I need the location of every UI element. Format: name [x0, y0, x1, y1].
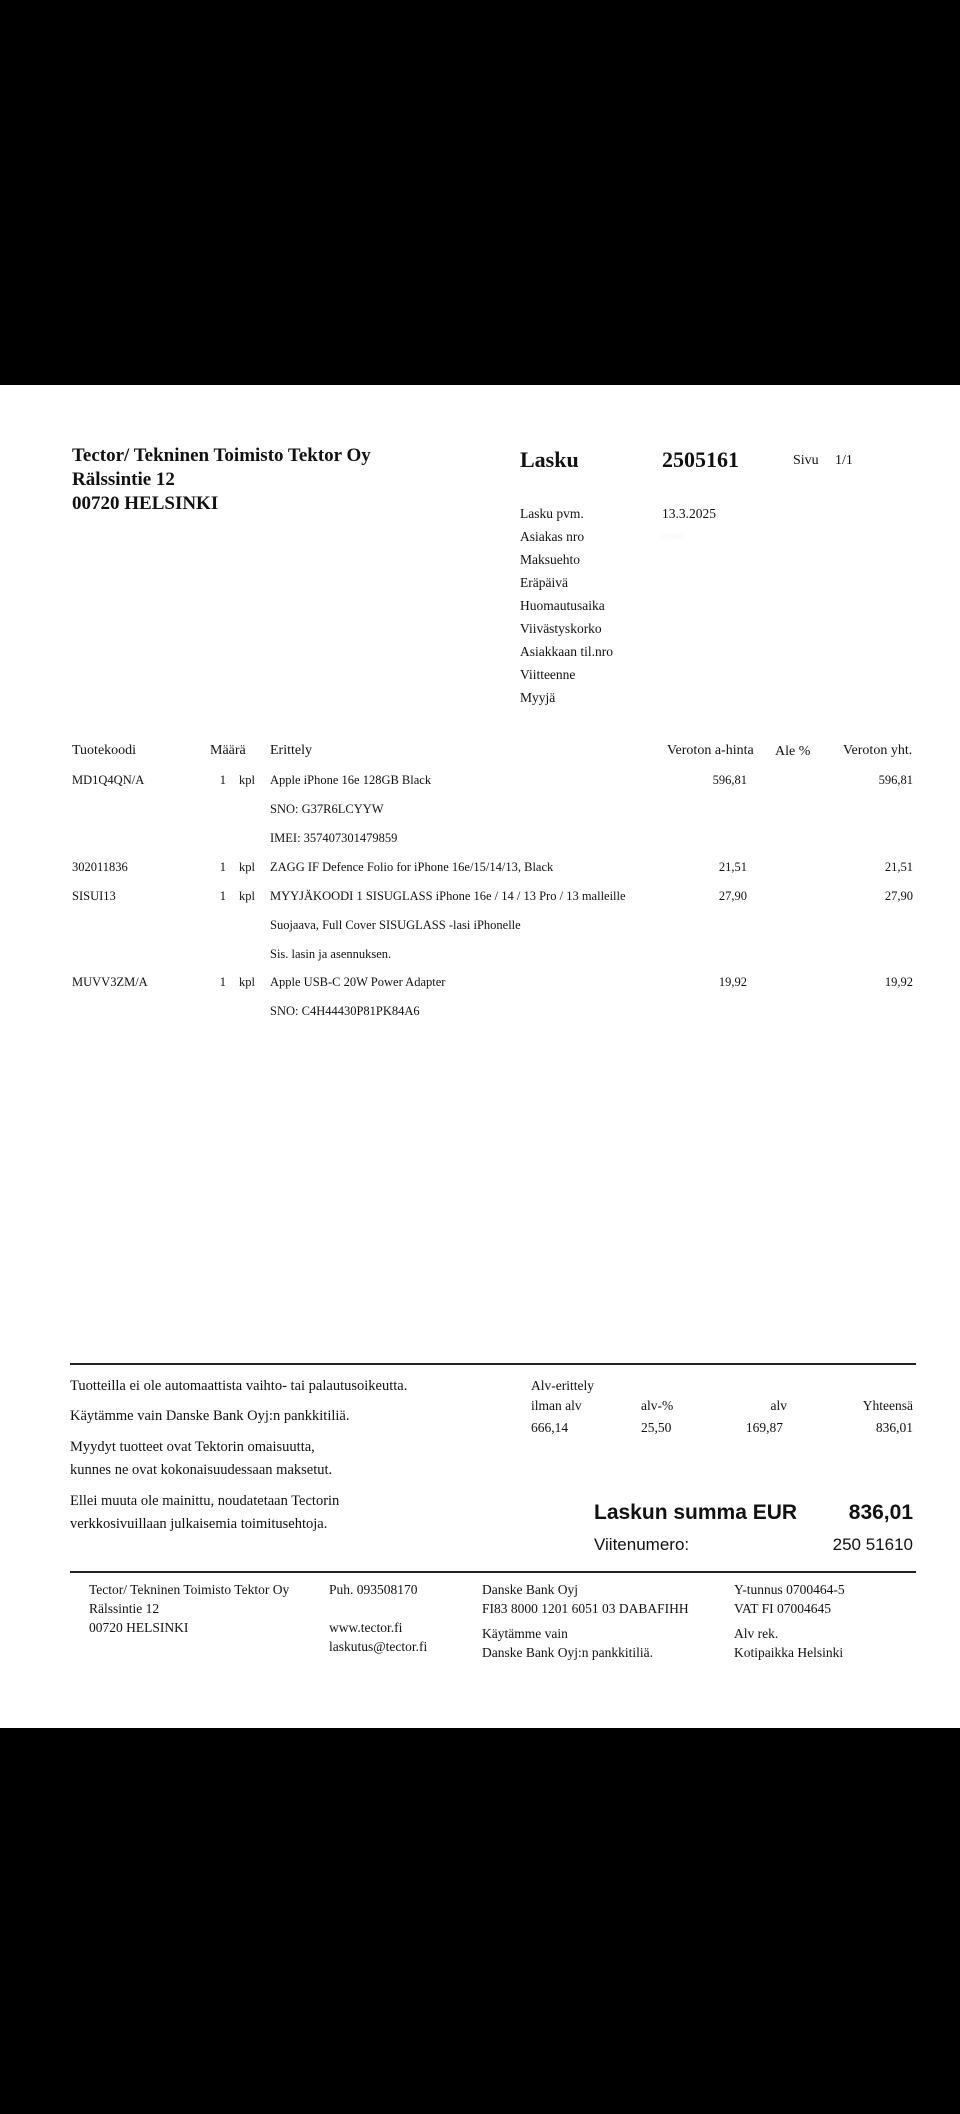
item-unit: kpl	[239, 975, 255, 989]
seller-city: 00720 HELSINKI	[72, 493, 219, 514]
footer-registration	[734, 1580, 845, 1662]
col-header-code: Tuotekoodi	[72, 743, 137, 758]
footer-website[interactable]: www.tector.fi	[329, 1620, 403, 1635]
item-description: Sis. lasin ja asennuksen.	[270, 947, 392, 961]
col-header-unit-price: Veroton a-hinta	[667, 743, 754, 758]
footer-company-street: Rälssintie 12	[89, 1601, 160, 1616]
note-ownership-2: kunnes ne ovat kokonaisuudessaan maksetut.	[70, 1462, 333, 1478]
footer-spacer	[329, 1599, 427, 1618]
item-description: IMEI: 357407301479859	[270, 831, 398, 845]
vat-header-rate: alv-%	[641, 1398, 674, 1413]
note-terms-2: verkkosivuillaan julkaisemia toimitusehtoja.	[70, 1516, 328, 1532]
item-qty: 1	[219, 889, 226, 903]
invoice-paper	[0, 385, 960, 1728]
note-terms-1: Ellei muuta ole mainittu, noudatetaan Tectorin	[70, 1493, 340, 1509]
note-ownership-1: Myydyt tuotteet ovat Tektorin omaisuutta,	[70, 1439, 315, 1455]
item-unit-price: 596,81	[712, 773, 747, 787]
footer-bank-note-1: Käytämme vain	[482, 1626, 568, 1641]
detail-label: Asiakkaan til.nro	[520, 644, 613, 659]
vat-header-base: ilman alv	[531, 1398, 582, 1413]
footer-company-name: Tector/ Tekninen Toimisto Tektor Oy	[89, 1582, 290, 1597]
item-description: Apple USB-C 20W Power Adapter	[270, 975, 446, 989]
footer-iban: FI83 8000 1201 6051 03 DABAFIHH	[482, 1601, 689, 1616]
footer-business-id: Y-tunnus 0700464-5	[734, 1582, 845, 1597]
page-value: 1/1	[835, 453, 853, 468]
page-label: Sivu	[793, 453, 819, 468]
detail-label: Eräpäivä	[520, 575, 568, 590]
item-qty: 1	[219, 773, 226, 787]
vat-rate-value: 25,50	[641, 1420, 672, 1435]
sum-label: Laskun summa EUR	[594, 1501, 798, 1524]
item-total: 19,92	[884, 975, 913, 989]
vat-header-total: Yhteensä	[862, 1398, 913, 1413]
detail-value: ~~~	[662, 529, 684, 544]
footer-bank-name: Danske Bank Oyj	[482, 1582, 578, 1597]
item-total: 27,90	[884, 889, 913, 903]
footer-contact	[329, 1580, 427, 1656]
item-unit-price: 21,51	[718, 860, 747, 874]
item-description: Apple iPhone 16e 128GB Black	[270, 773, 432, 787]
item-code: MUVV3ZM/A	[72, 975, 148, 989]
footer-email[interactable]: laskutus@tector.fi	[329, 1639, 428, 1654]
seller-street: Rälssintie 12	[72, 469, 175, 490]
item-qty: 1	[219, 975, 226, 989]
detail-label: Viitteenne	[520, 667, 576, 682]
item-total: 21,51	[884, 860, 913, 874]
reference-label: Viitenumero:	[594, 1535, 690, 1554]
detail-label: Huomautusaika	[520, 598, 605, 613]
footer-company-city: 00720 HELSINKI	[89, 1620, 189, 1635]
item-code: SISUI13	[72, 889, 116, 903]
sum-value: 836,01	[848, 1501, 913, 1524]
invoice-number: 2505161	[662, 447, 739, 472]
item-total: 596,81	[878, 773, 913, 787]
detail-label: Myyjä	[520, 690, 556, 705]
footer-divider	[70, 1571, 916, 1573]
vat-header-vat: alv	[770, 1398, 787, 1413]
item-unit-price: 27,90	[718, 889, 747, 903]
item-unit: kpl	[239, 860, 255, 874]
footer-company	[89, 1580, 289, 1637]
footer-vat-id: VAT FI 07004645	[734, 1601, 832, 1616]
item-description: MYYJÄKOODI 1 SISUGLASS iPhone 16e / 14 / 13 Pro / 13 malleille	[270, 889, 626, 903]
detail-label: Lasku pvm.	[520, 506, 584, 521]
reference-number: 250 51610	[832, 1535, 913, 1554]
detail-label: Viivästyskorko	[520, 621, 602, 636]
item-description: ZAGG IF Defence Folio for iPhone 16e/15/14/13, Black	[270, 860, 554, 874]
item-code: 302011836	[72, 860, 128, 874]
summary-divider	[70, 1363, 916, 1365]
footer-phone: Puh. 093508170	[329, 1582, 418, 1597]
footer-bank-note-2: Danske Bank Oyj:n pankkitiliä.	[482, 1645, 653, 1660]
detail-value: 13.3.2025	[662, 506, 716, 521]
col-header-desc: Erittely	[270, 743, 312, 758]
item-description: SNO: G37R6LCYYW	[270, 802, 384, 816]
footer-bank	[482, 1580, 689, 1662]
footer-vat-registered: Alv rek.	[734, 1626, 779, 1641]
seller-name: Tector/ Tekninen Toimisto Tektor Oy	[72, 445, 371, 466]
detail-label: Asiakas nro	[520, 529, 585, 544]
footer-domicile: Kotipaikka Helsinki	[734, 1645, 844, 1660]
note-bank: Käytämme vain Danske Bank Oyj:n pankkitiliä.	[70, 1408, 350, 1424]
col-header-discount: Ale %	[775, 744, 811, 759]
item-unit-price: 19,92	[718, 975, 747, 989]
item-description: Suojaava, Full Cover SISUGLASS -lasi iPhonelle	[270, 918, 521, 932]
col-header-qty: Määrä	[210, 743, 246, 758]
item-qty: 1	[219, 860, 226, 874]
note-no-return: Tuotteilla ei ole automaattista vaihto- tai palautusoikeutta.	[70, 1378, 408, 1394]
vat-amount-value: 169,87	[745, 1420, 783, 1435]
detail-label: Maksuehto	[520, 552, 580, 567]
vat-title: Alv-erittely	[531, 1378, 594, 1393]
invoice-title: Lasku	[520, 447, 579, 472]
col-header-total: Veroton yht.	[843, 743, 913, 758]
item-unit: kpl	[239, 889, 255, 903]
item-description: SNO: C4H44430P81PK84A6	[270, 1004, 420, 1018]
vat-total-value: 836,01	[875, 1420, 913, 1435]
item-unit: kpl	[239, 773, 255, 787]
item-code: MD1Q4QN/A	[72, 773, 145, 787]
vat-base-value: 666,14	[531, 1420, 569, 1435]
